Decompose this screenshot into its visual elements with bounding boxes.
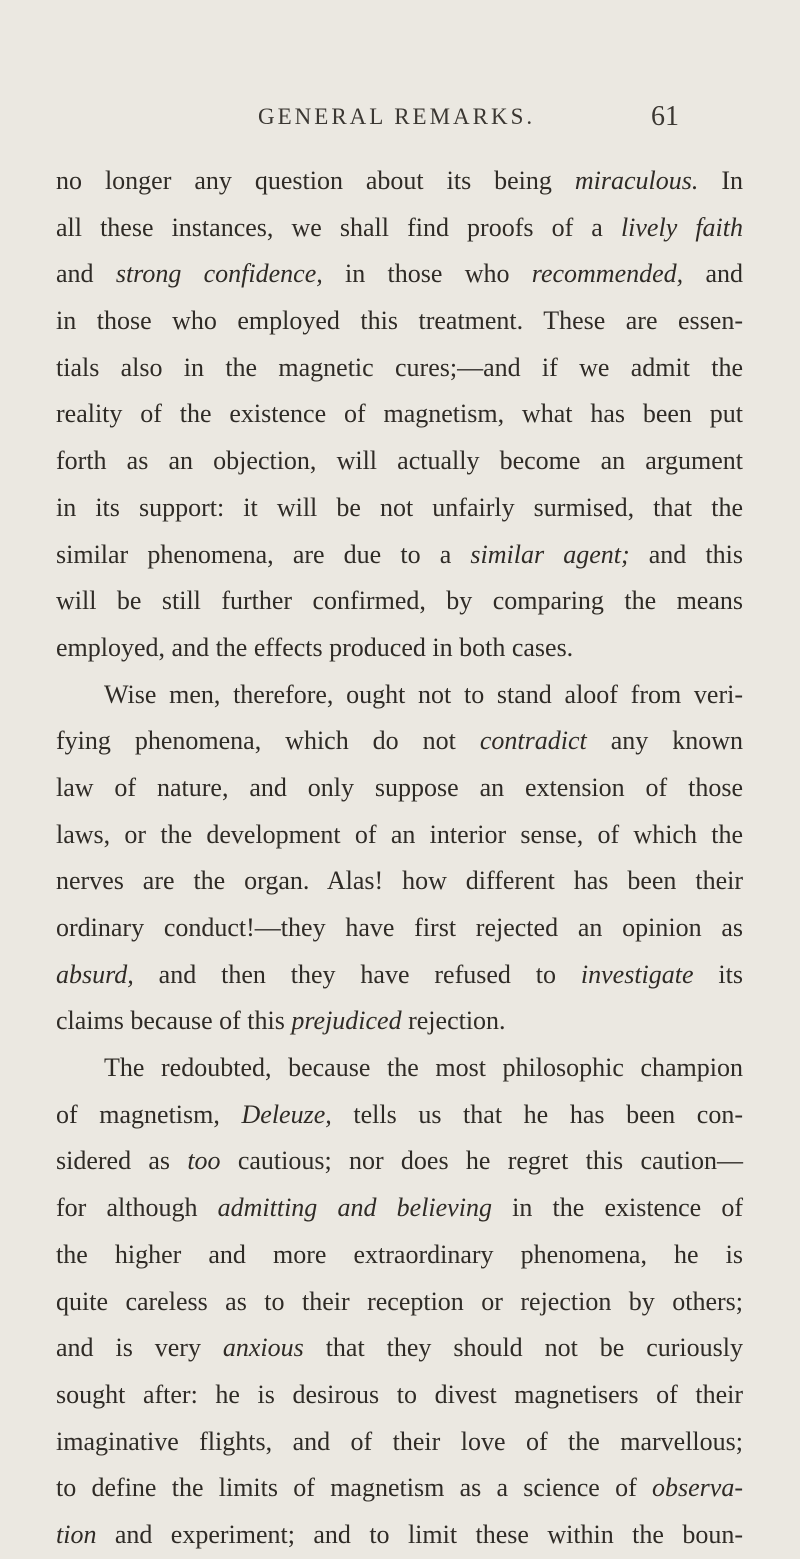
text-line xyxy=(56,1512,743,1559)
text-run: forth as an objection, will actually become an argument xyxy=(56,446,743,476)
text-run: for although xyxy=(56,1193,218,1223)
text-run: in those who employed this treatment. These are essen- xyxy=(56,306,743,336)
text-line xyxy=(56,532,743,579)
text-line xyxy=(56,1372,743,1419)
text-line xyxy=(56,625,743,672)
italic-text: admitting and believing xyxy=(217,1193,492,1223)
running-head xyxy=(0,101,800,144)
text-run: law of nature, and only suppose an extension of those xyxy=(56,772,743,802)
text-line xyxy=(56,578,743,625)
text-line xyxy=(56,438,743,485)
text-line xyxy=(56,952,743,999)
text-run: and xyxy=(683,259,744,289)
text-run: of magnetism, xyxy=(56,1099,242,1129)
text-run: ordinary conduct!—they have first rejected an opinion as xyxy=(56,913,743,942)
body-text xyxy=(56,158,743,1559)
text-run: quite careless as to their reception or rejection by others; xyxy=(56,1286,743,1316)
page-number: 61 xyxy=(651,101,679,132)
text-line xyxy=(56,1465,743,1512)
text-run: in its support: it will be not unfairly surmised, that the xyxy=(56,492,743,522)
text-run: that they should not be curiously xyxy=(303,1333,743,1363)
italic-text: tion xyxy=(56,1519,97,1549)
italic-text: recommended, xyxy=(531,259,684,289)
text-run: In xyxy=(698,166,743,195)
text-run: in the existence of xyxy=(491,1193,743,1223)
italic-text: lively faith xyxy=(620,212,743,242)
text-line xyxy=(56,1092,743,1139)
italic-text: strong confidence, xyxy=(115,259,323,289)
text-line xyxy=(56,391,743,438)
text-run: in those who xyxy=(322,259,532,289)
text-line xyxy=(56,765,743,812)
text-line xyxy=(56,1279,743,1326)
text-line xyxy=(56,345,743,392)
text-run: to define the limits of magnetism as a science of xyxy=(56,1473,653,1503)
text-run: no longer any question about its being xyxy=(56,166,575,195)
text-run: any known xyxy=(586,726,743,756)
italic-text: investigate xyxy=(580,959,694,989)
italic-text: similar agent; xyxy=(470,539,630,569)
text-run: fying phenomena, which do not xyxy=(56,726,480,756)
text-run: reality of the existence of magnetism, what has been put xyxy=(56,399,743,429)
text-run: tials also in the magnetic cures;—and if we admit the xyxy=(56,352,743,382)
italic-text: contradict xyxy=(479,726,587,756)
text-line xyxy=(56,251,743,298)
text-line xyxy=(56,858,743,905)
text-line xyxy=(56,1138,743,1185)
text-line xyxy=(56,905,743,952)
text-run: sidered as xyxy=(56,1146,188,1176)
text-run: and is very xyxy=(56,1333,223,1363)
text-line xyxy=(56,1325,743,1372)
text-run: and xyxy=(56,259,116,289)
italic-text: miraculous. xyxy=(574,166,699,195)
text-line xyxy=(56,1185,743,1232)
text-run: employed, and the effects produced in both cases. xyxy=(56,632,574,662)
text-line xyxy=(56,998,743,1045)
text-line xyxy=(56,158,743,205)
text-run: nerves are the organ. Alas! how different has been their xyxy=(56,866,743,896)
text-line xyxy=(56,1045,743,1092)
italic-text: observa- xyxy=(652,1473,743,1503)
text-line xyxy=(56,672,743,719)
text-line xyxy=(56,812,743,859)
text-line xyxy=(56,205,743,252)
text-run: its xyxy=(693,959,743,989)
italic-text: absurd, xyxy=(56,959,134,989)
italic-text: Deleuze, xyxy=(241,1099,332,1129)
text-run: all these instances, we shall find proofs of a xyxy=(56,212,621,242)
text-run: and then they have refused to xyxy=(133,959,581,989)
text-line xyxy=(56,298,743,345)
text-run: The redoubted, because the most philosophic champion xyxy=(104,1053,743,1083)
text-run: claims because of this xyxy=(56,1006,292,1036)
text-run: and experiment; and to limit these within the boun- xyxy=(96,1519,743,1549)
text-run: Wise men, therefore, ought not to stand aloof from veri- xyxy=(104,679,743,709)
text-run: the higher and more extraordinary phenomena, he is xyxy=(56,1239,743,1269)
text-run: and this xyxy=(629,539,744,569)
text-run: similar phenomena, are due to a xyxy=(56,539,471,569)
text-run: sought after: he is desirous to divest magnetisers of their xyxy=(56,1379,743,1409)
text-line xyxy=(56,1232,743,1279)
text-run: cautious; nor does he regret this caution— xyxy=(220,1146,743,1176)
text-line xyxy=(56,485,743,532)
italic-text: too xyxy=(187,1146,221,1176)
text-run: tells us that he has been con- xyxy=(331,1099,743,1129)
italic-text: prejudiced xyxy=(291,1006,402,1036)
running-title: GENERAL REMARKS. xyxy=(258,104,536,129)
text-run: rejection. xyxy=(401,1006,506,1036)
text-line xyxy=(56,1419,743,1466)
text-run: imaginative flights, and of their love of the marvellous; xyxy=(56,1426,743,1456)
text-line xyxy=(56,718,743,765)
italic-text: anxious xyxy=(222,1333,304,1363)
text-run: will be still further confirmed, by comparing the means xyxy=(56,586,743,616)
text-run: laws, or the development of an interior sense, of which the xyxy=(56,819,743,849)
